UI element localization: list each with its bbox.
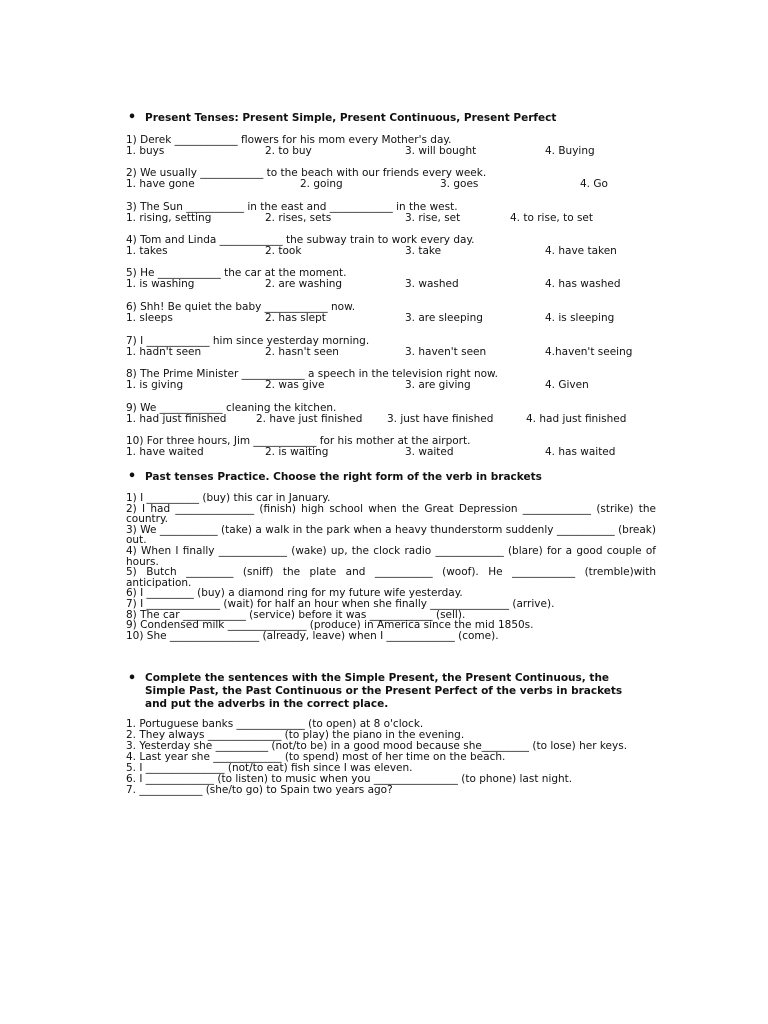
section-2-heading: [145, 470, 665, 484]
section-1-title: Present Tenses: Present Simple, Present Continuous, Present Perfect: [145, 112, 557, 124]
list-item: 7. ____________ (she/to go) to Spain two years ago?: [126, 784, 393, 796]
option-2: 2. has slept: [265, 312, 326, 324]
option-1: 1. rising, setting: [126, 212, 212, 224]
bullet-icon: [126, 111, 138, 125]
past-tenses-list: [126, 493, 656, 641]
list-item: 2. They always ______________ (to play) the piano in the evening.: [126, 729, 465, 741]
mc-question: [126, 202, 646, 224]
option-3: 3. will bought: [405, 145, 477, 157]
option-1: 1. buys: [126, 145, 165, 157]
answer-options: [126, 246, 646, 257]
option-3: 3. are sleeping: [405, 312, 483, 324]
option-1: 1. hadn't seen: [126, 346, 202, 358]
option-2: 2. have just finished: [256, 413, 363, 425]
option-2: 2. is waiting: [265, 446, 329, 458]
mc-question: [126, 135, 646, 157]
answer-options: [126, 279, 646, 290]
option-4: 4. to rise, to set: [510, 212, 594, 224]
answer-options: [126, 380, 646, 391]
list-item: 9) Condensed milk _______________ (produce) in America since the mid 1850s.: [126, 619, 534, 632]
mc-question: [126, 403, 646, 425]
mc-question: [126, 268, 646, 290]
option-4: 4. is sleeping: [545, 312, 615, 324]
question-stem: 8) The Prime Minister ____________ a speech in the television right now.: [126, 368, 498, 380]
option-4: 4. have taken: [545, 245, 617, 257]
question-stem: 4) Tom and Linda ____________ the subway train to work every day.: [126, 234, 475, 246]
section-1-heading: [145, 111, 665, 125]
answer-options: [126, 414, 646, 425]
option-2: 2. hasn't seen: [265, 346, 339, 358]
question-stem: 1) Derek ____________ flowers for his mom every Mother's day.: [126, 134, 452, 146]
mc-question: [126, 336, 646, 358]
list-item: 8) The car ____________ (service) before it was ____________ (sell).: [126, 608, 466, 621]
answer-options: [126, 447, 646, 458]
list-item: 3. Yesterday she __________ (not/to be) in a good mood because she_________ (to lose) her keys.: [126, 740, 628, 752]
option-1: 1. had just finished: [126, 413, 227, 425]
option-4: 4. Given: [545, 379, 589, 391]
option-4: 4. Go: [580, 178, 608, 190]
list-item: 6) I _________ (buy) a diamond ring for my future wife yesterday.: [126, 587, 463, 600]
question-stem: 9) We ____________ cleaning the kitchen.: [126, 402, 337, 414]
list-item: 5. I _______________ (not/to eat) fish since I was eleven.: [126, 762, 413, 774]
option-1: 1. have waited: [126, 446, 204, 458]
option-2: 2. going: [300, 178, 343, 190]
list-item: 3) We ___________ (take) a walk in the park when a heavy thunderstorm suddenly ___________ (break) out.: [126, 523, 656, 547]
section-3-title-line: and put the adverbs in the correct place.: [145, 698, 389, 710]
option-3: 3. washed: [405, 278, 459, 290]
option-3: 3. are giving: [405, 379, 471, 391]
complete-sentences-list: [126, 719, 646, 796]
list-item: 4. Last year she _____________ (to spend) most of her time on the beach.: [126, 751, 506, 763]
option-3: 3. haven't seen: [405, 346, 487, 358]
option-2: 2. was give: [265, 379, 325, 391]
question-stem: 2) We usually ____________ to the beach with our friends every week.: [126, 167, 487, 179]
option-2: 2. are washing: [265, 278, 343, 290]
option-1: 1. sleeps: [126, 312, 173, 324]
bullet-icon: [126, 672, 138, 686]
list-item: 4) When I finally _____________ (wake) up, the clock radio _____________ (blare) for a good couple of hours.: [126, 544, 656, 568]
option-4: 4.haven't seeing: [545, 346, 633, 358]
list-item: 2) I had _______________ (finish) high school when the Great Depression _____________ (strike) the country.: [126, 502, 656, 526]
option-3: 3. rise, set: [405, 212, 461, 224]
option-4: 4. has waited: [545, 446, 616, 458]
list-item: 5) Butch _________ (sniff) the plate and ___________ (woof). He ____________ (tremble)with anticipation.: [126, 566, 656, 589]
list-item: 1) I __________ (buy) this car in January.: [126, 492, 331, 504]
answer-options: [126, 179, 646, 190]
answer-options: [126, 146, 646, 157]
question-stem: 10) For three hours, Jim ____________ for his mother at the airport.: [126, 435, 471, 447]
mc-question: [126, 168, 646, 190]
section-3-title-line: Simple Past, the Past Continuous or the Present Perfect of the verbs in brackets: [145, 685, 623, 697]
option-3: 3. waited: [405, 446, 454, 458]
option-1: 1. is giving: [126, 379, 184, 391]
answer-options: [126, 313, 646, 324]
mc-question: [126, 235, 646, 257]
answer-options: [126, 213, 646, 224]
option-4: 4. has washed: [545, 278, 621, 290]
option-2: 2. took: [265, 245, 302, 257]
option-3: 3. just have finished: [387, 413, 494, 425]
bullet-icon: [126, 470, 138, 484]
option-2: 2. rises, sets: [265, 212, 332, 224]
mc-question: [126, 436, 646, 458]
option-3: 3. goes: [440, 178, 479, 190]
question-stem: 5) He ____________ the car at the moment.: [126, 267, 347, 279]
list-item: 10) She _________________ (already, leave) when I _____________ (come).: [126, 629, 499, 642]
option-3: 3. take: [405, 245, 442, 257]
option-1: 1. takes: [126, 245, 168, 257]
list-item: 6. I _____________ (to listen) to music when you ________________ (to phone) last night.: [126, 773, 573, 785]
mc-question: [126, 369, 646, 391]
option-1: 1. is washing: [126, 278, 195, 290]
option-1: 1. have gone: [126, 178, 195, 190]
question-stem: 3) The Sun ___________ in the east and ____________ in the west.: [126, 201, 458, 213]
list-item: 7) I ______________ (wait) for half an hour when she finally _______________ (arrive).: [126, 597, 555, 610]
option-4: 4. had just finished: [526, 413, 627, 425]
option-2: 2. to buy: [265, 145, 312, 157]
section-3-title-line: Complete the sentences with the Simple Present, the Present Continuous, the: [145, 672, 610, 684]
list-item: 1. Portuguese banks _____________ (to open) at 8 o'clock.: [126, 718, 424, 730]
option-4: 4. Buying: [545, 145, 595, 157]
question-stem: 7) I ____________ him since yesterday morning.: [126, 335, 370, 347]
mc-question: [126, 302, 646, 324]
answer-options: [126, 347, 646, 358]
question-stem: 6) Shh! Be quiet the baby ____________ now.: [126, 301, 356, 313]
section-3-heading: [145, 672, 665, 711]
section-2-title: Past tenses Practice. Choose the right form of the verb in brackets: [145, 471, 542, 483]
